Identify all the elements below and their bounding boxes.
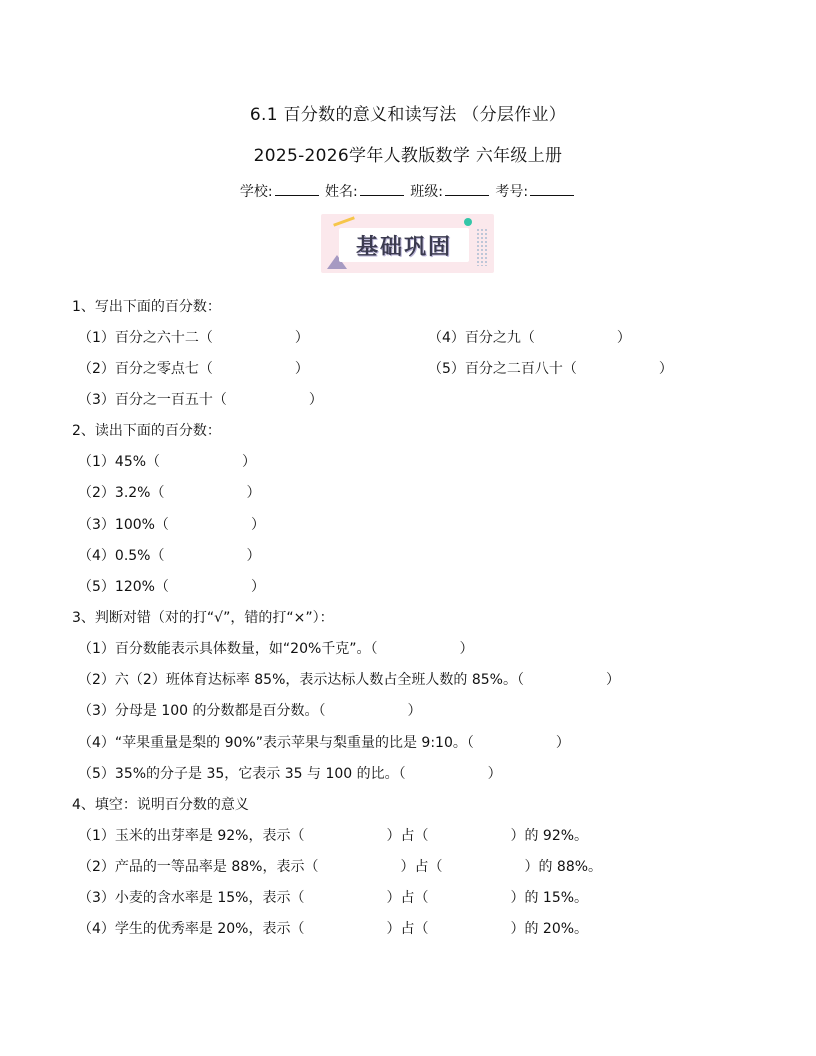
badge-label: 基础巩固 bbox=[339, 228, 469, 262]
q2-item-4: （4）0.5%（ ） bbox=[78, 548, 261, 564]
exam-no-label: 考号: bbox=[495, 184, 529, 200]
q1-item-3: （3）百分之一百五十（ ） bbox=[78, 392, 323, 408]
q2-item-1: （1）45%（ ） bbox=[78, 454, 257, 470]
class-label: 班级: bbox=[410, 184, 443, 200]
q1-item-2: （2）百分之零点七（ ） bbox=[78, 361, 309, 377]
section-badge bbox=[321, 214, 494, 273]
q4-item-1: （1）玉米的出芽率是 92%，表示（ ）占（ ）的 92%。 bbox=[78, 828, 589, 844]
q1-item-4: （4）百分之九（ ） bbox=[428, 330, 631, 346]
q4-item-2: （2）产品的一等品率是 88%，表示（ ）占（ ）的 88%。 bbox=[78, 859, 603, 875]
q3-item-5: （5）35%的分子是 35，它表示 35 与 100 的比。（ ） bbox=[78, 766, 502, 782]
q2-item-3: （3）100%（ ） bbox=[78, 517, 265, 533]
page-title: 6.1 百分数的意义和读写法 （分层作业） bbox=[249, 105, 567, 125]
q2-heading: 2、读出下面的百分数： bbox=[72, 423, 221, 439]
q3-item-4: （4）“苹果重量是梨的 90%”表示苹果与梨重量的比是 9:10。（ ） bbox=[78, 735, 570, 751]
name-label: 姓名: bbox=[325, 184, 358, 200]
q4-heading: 4、填空：说明百分数的意义 bbox=[72, 797, 249, 813]
page-subtitle: 2025-2026学年人教版数学 六年级上册 bbox=[253, 146, 563, 166]
q4-item-4: （4）学生的优秀率是 20%，表示（ ）占（ ）的 20%。 bbox=[78, 921, 589, 937]
student-info-row bbox=[0, 181, 816, 201]
badge-dots-grid-decoration bbox=[476, 228, 488, 266]
q1-item-5: （5）百分之二百八十（ ） bbox=[428, 361, 673, 377]
q3-item-3: （3）分母是 100 的分数都是百分数。（ ） bbox=[78, 703, 422, 719]
badge-stripe-decoration bbox=[333, 216, 355, 226]
name-blank[interactable] bbox=[360, 182, 404, 196]
q3-heading: 3、判断对错（对的打“√”，错的打“×”）： bbox=[72, 610, 334, 626]
class-blank[interactable] bbox=[445, 182, 489, 196]
badge-dot-decoration bbox=[464, 218, 472, 226]
q2-item-5: （5）120%（ ） bbox=[78, 579, 265, 595]
school-blank[interactable] bbox=[275, 182, 319, 196]
q3-item-2: （2）六（2）班体育达标率 85%，表示达标人数占全班人数的 85%。（ ） bbox=[78, 672, 620, 688]
exam-no-blank[interactable] bbox=[530, 182, 574, 196]
q2-item-2: （2）3.2%（ ） bbox=[78, 485, 261, 501]
q3-item-1: （1）百分数能表示具体数量，如“20%千克”。（ ） bbox=[78, 641, 474, 657]
school-label: 学校: bbox=[239, 184, 273, 200]
q1-heading: 1、写出下面的百分数： bbox=[72, 299, 221, 315]
q1-item-1: （1）百分之六十二（ ） bbox=[78, 330, 309, 346]
q4-item-3: （3）小麦的含水率是 15%，表示（ ）占（ ）的 15%。 bbox=[78, 890, 589, 906]
